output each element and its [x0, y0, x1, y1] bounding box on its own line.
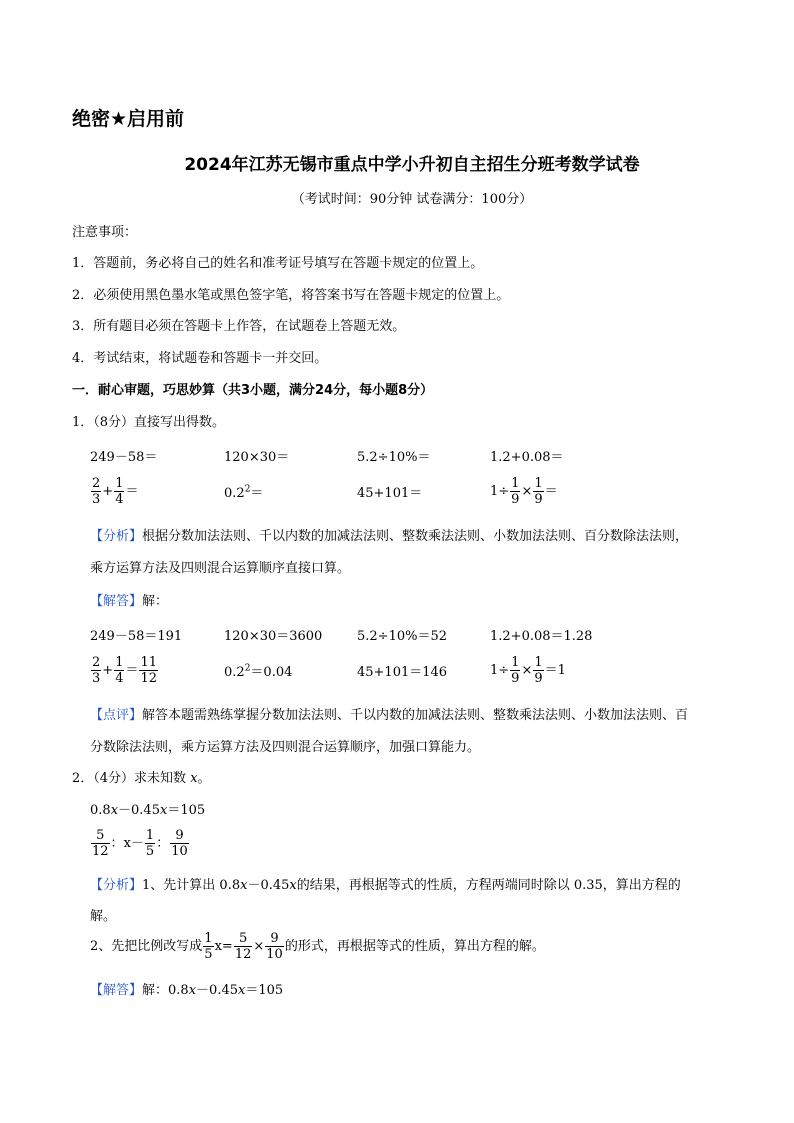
q1-analysis: 【分析】根据分数加法法则、千以内数的加减法法则、整数乘法法则、小数加法法则、百分数除法法则， — [90, 529, 689, 544]
analysis-tag: 【分析】 — [90, 529, 143, 544]
q2-equation-2: $\frac{5}{12}$ ：x－ $\frac{1}{5}$ ： $\frac{9}{10}$ — [92, 828, 188, 859]
q2-analysis-step-2: 2、先把比例改写成 $\frac{1}{5}$ x= $\frac{5}{12}$ × $\frac{9}{10}$ 的形式，再根据等式的性质，算出方程的解。 — [90, 931, 545, 962]
exam-info: （考试时间：90分钟 试卷满分：100分） — [291, 192, 533, 207]
q1-analysis-cont: 乘方运算方法及四则混合运算顺序直接口算。 — [90, 561, 351, 576]
q1-item-c: 5.2÷10%＝ — [357, 450, 431, 465]
q1-answer-h: 1÷ $\frac{1}{9}$ × $\frac{1}{9}$ ＝1 — [490, 655, 566, 686]
q1-comment: 【点评】解答本题需熟练掌握分数加法法则、千以内数的加减法法则、整数乘法法则、小数加法法则、百 — [90, 708, 689, 723]
q1-item-e: $\frac{2}{3}$ + $\frac{1}{4}$ ＝ — [92, 476, 139, 507]
q1-answer-lead: 【解答】解： — [90, 594, 169, 609]
notes-heading: 注意事项： — [72, 225, 138, 240]
q1-item-h: 1÷ $\frac{1}{9}$ × $\frac{1}{9}$ ＝ — [490, 476, 558, 507]
q1-comment-cont: 分数除法法则，乘方运算方法及四则混合运算顺序，加强口算能力。 — [90, 740, 481, 755]
comment-tag: 【点评】 — [90, 708, 143, 723]
q2-equation-1: 0.8x－0.45x＝105 — [90, 803, 206, 818]
q1-item-f: $0.2^2=$ — [224, 484, 264, 501]
q2-analysis: 【分析】1、先计算出 0.8x－0.45x的结果，再根据等式的性质，方程两端同时除以 0.35，算出方程的 — [90, 878, 681, 893]
q2-answer: 【解答】解：0.8x－0.45x＝105 — [90, 983, 284, 998]
note-item: 4．考试结束，将试题卷和答题卡一并交回。 — [72, 351, 328, 366]
note-item: 3．所有题目必须在答题卡上作答，在试题卷上答题无效。 — [72, 319, 406, 334]
q1-answer-c: 5.2÷10%＝52 — [357, 629, 448, 644]
confidential-label: 绝密★启用前 — [72, 108, 185, 130]
note-item: 1．答题前，务必将自己的姓名和准考证号填写在答题卡规定的位置上。 — [72, 256, 484, 271]
q2-analysis-cont: 解。 — [90, 909, 117, 924]
q1-answer-g: 45+101＝146 — [357, 665, 448, 680]
answer-tag: 【解答】 — [90, 983, 143, 998]
q1-answer-f: $0.2^2=0.04$ — [224, 663, 293, 680]
q1-item-g: 45+101＝ — [357, 486, 423, 501]
q1-item-d: 1.2+0.08＝ — [490, 450, 564, 465]
analysis-tag: 【分析】 — [90, 878, 143, 893]
q1-answer-d: 1.2+0.08＝1.28 — [490, 629, 593, 644]
q1-answer-e: $\frac{2}{3}$ + $\frac{1}{4}$ ＝ $\frac{11}{12}$ — [92, 655, 158, 686]
answer-tag: 【解答】 — [90, 594, 143, 609]
question-1-stem: 1．（8分）直接写出得数。 — [72, 415, 226, 430]
q1-answer-a: 249－58＝191 — [90, 629, 183, 644]
section-heading: 一．耐心审题，巧思妙算（共3小题，满分24分，每小题8分） — [72, 383, 434, 398]
page-title: 2024年江苏无锡市重点中学小升初自主招生分班考数学试卷 — [184, 155, 640, 175]
note-item: 2．必须使用黑色墨水笔或黑色签字笔，将答案书写在答题卡规定的位置上。 — [72, 288, 510, 303]
q1-item-a: 249－58＝ — [90, 450, 158, 465]
question-2-stem: 2．（4分）求未知数 x。 — [72, 771, 211, 786]
q1-answer-b: 120×30＝3600 — [224, 629, 323, 644]
q1-item-b: 120×30＝ — [224, 450, 290, 465]
